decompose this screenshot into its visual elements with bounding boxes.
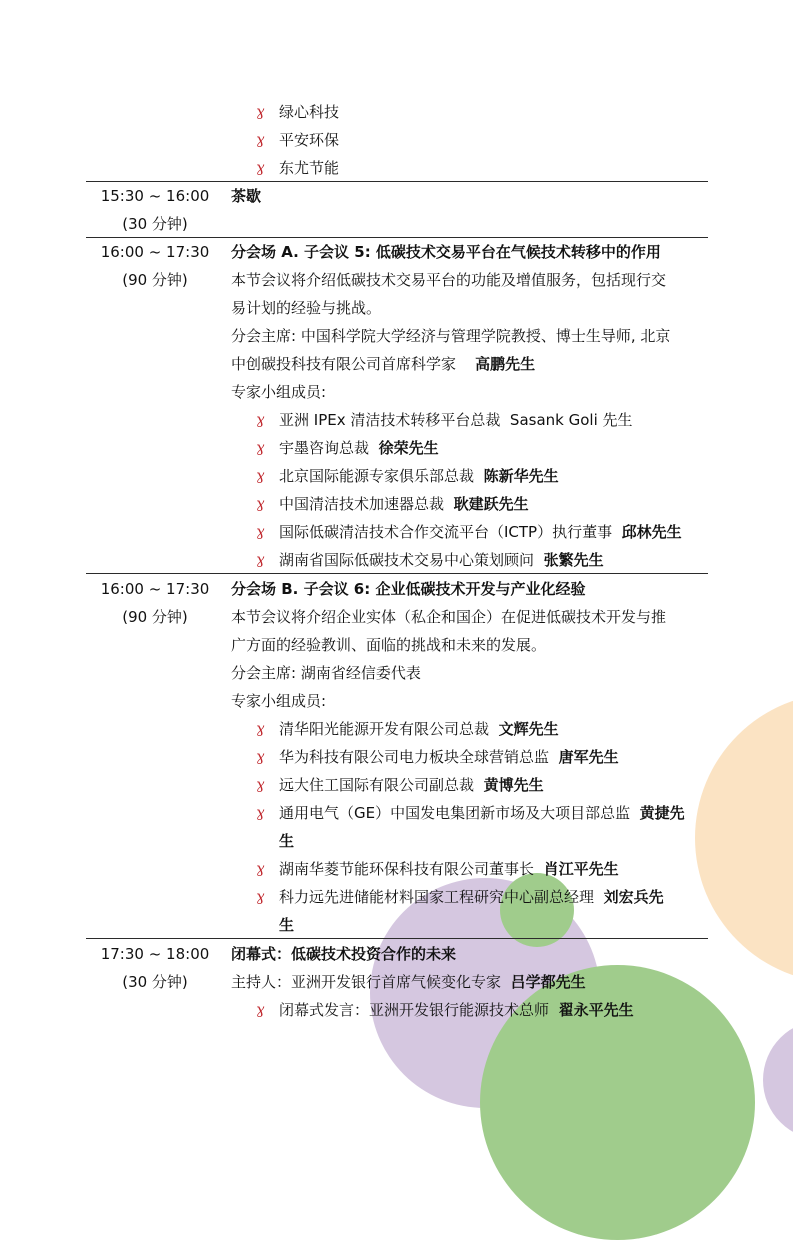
bullet-icon: ɣ xyxy=(256,104,265,120)
bullet-icon: ɣ xyxy=(256,749,265,765)
chair-name: 高鹏先生 xyxy=(475,355,536,373)
list-item: ɣ 国际低碳清洁技术合作交流平台（ICTP）执行董事 邱林先生 xyxy=(0,518,793,546)
session-duration: (30 分钟) xyxy=(122,215,188,233)
list-item: ɣ 北京国际能源专家俱乐部总裁 陈新华先生 xyxy=(0,462,793,490)
session-b-header xyxy=(0,575,793,603)
list-item: ɣ 湖南华菱节能环保科技有限公司董事长 肖江平先生 xyxy=(0,855,793,883)
list-item: ɣ 清华阳光能源开发有限公司总裁 文辉先生 xyxy=(0,715,793,743)
bullet-icon: ɣ xyxy=(256,412,265,428)
tea-break-row xyxy=(0,182,793,210)
bullet-icon: ɣ xyxy=(256,524,265,540)
session-a-desc: (90 分钟) 本节会议将介绍低碳技术交易平台的功能及增值服务，包括现行交 xyxy=(0,266,793,294)
chair-line: 分会主席: 中国科学院大学经济与管理学院教授、博士生导师, 北京 xyxy=(231,327,671,345)
closing-header xyxy=(0,940,793,968)
list-item: ɣ 宇墨咨询总裁 徐荣先生 xyxy=(0,434,793,462)
list-item: ɣ 华为科技有限公司电力板块全球营销总监 唐军先生 xyxy=(0,743,793,771)
list-item: ɣ 东尤节能 xyxy=(0,154,793,182)
session-duration: (90 分钟) xyxy=(122,608,188,626)
list-item: ɣ 通用电气（GE）中国发电集团新市场及大项目部总监 黄捷先 xyxy=(0,799,793,827)
chair-text: 中创碳投科技有限公司首席科学家 高鹏先生 xyxy=(231,355,536,373)
list-item: ɣ 平安环保 xyxy=(0,126,793,154)
bullet-icon: ɣ xyxy=(256,1002,265,1018)
session-title: 分会场 A. 子会议 5: 低碳技术交易平台在气候技术转移中的作用 xyxy=(231,243,661,261)
bullet-icon: ɣ xyxy=(256,468,265,484)
bullet-icon: ɣ xyxy=(256,721,265,737)
bullet-icon: ɣ xyxy=(256,777,265,793)
chair-line: 分会主席: 湖南省经信委代表 xyxy=(231,664,421,682)
bullet-icon: ɣ xyxy=(256,805,265,821)
bullet-icon: ɣ xyxy=(256,496,265,512)
chair-line xyxy=(0,350,793,378)
bullet-icon: ɣ xyxy=(256,160,265,176)
bullet-icon: ɣ xyxy=(256,132,265,148)
list-item-continuation: 生 xyxy=(279,916,295,934)
list-item: ɣ 闭幕式发言：亚洲开发银行能源技术总师 翟永平先生 xyxy=(0,996,793,1024)
session-duration: (90 分钟) xyxy=(122,271,188,289)
list-item: ɣ 亚洲 IPEx 清洁技术转移平台总裁 Sasank Goli 先生 xyxy=(0,406,793,434)
divider xyxy=(86,573,708,574)
session-title: 茶歇 xyxy=(231,187,262,205)
bullet-icon: ɣ xyxy=(256,861,265,877)
divider xyxy=(86,938,708,939)
text-line: 易计划的经验与挑战。 xyxy=(231,299,382,317)
list-item: ɣ 远大住工国际有限公司副总裁 黄博先生 xyxy=(0,771,793,799)
panel-label: 专家小组成员: xyxy=(231,383,327,401)
duration-row xyxy=(0,210,793,238)
session-duration: (30 分钟) xyxy=(122,973,188,991)
session-time: 16:00 ~ 17:30 xyxy=(100,580,210,598)
list-item-continuation: 生 xyxy=(279,832,295,850)
list-item: ɣ 中国清洁技术加速器总裁 耿建跃先生 xyxy=(0,490,793,518)
list-item: ɣ 科力远先进储能材料国家工程研究中心副总经理 刘宏兵先 xyxy=(0,883,793,911)
session-title: 分会场 B. 子会议 6: 企业低碳技术开发与产业化经验 xyxy=(231,580,586,598)
bullet-icon: ɣ xyxy=(256,552,265,568)
list-item: ɣ 绿心科技 xyxy=(0,98,793,126)
closing-host: (30 分钟) 主持人：亚洲开发银行首席气候变化专家 吕学都先生 xyxy=(0,968,793,996)
session-time: 15:30 ~ 16:00 xyxy=(100,187,210,205)
session-time: 17:30 ~ 18:00 xyxy=(100,945,210,963)
panel-label-row xyxy=(0,378,793,406)
panel-label-row xyxy=(0,687,793,715)
bullet-icon: ɣ xyxy=(256,889,265,905)
session-time: 16:00 ~ 17:30 xyxy=(100,243,210,261)
list-item: ɣ 湖南省国际低碳技术交易中心策划顾问 张繁先生 xyxy=(0,546,793,574)
session-title: 闭幕式：低碳技术投资合作的未来 xyxy=(231,945,457,963)
session-a-header xyxy=(0,238,793,266)
bullet-icon: ɣ xyxy=(256,440,265,456)
session-b-desc: (90 分钟) 本节会议将介绍企业实体（私企和国企）在促进低碳技术开发与推 xyxy=(0,603,793,631)
panel-label: 专家小组成员: xyxy=(231,692,327,710)
text-line: 广方面的经验教训、面临的挑战和未来的发展。 xyxy=(231,636,547,654)
